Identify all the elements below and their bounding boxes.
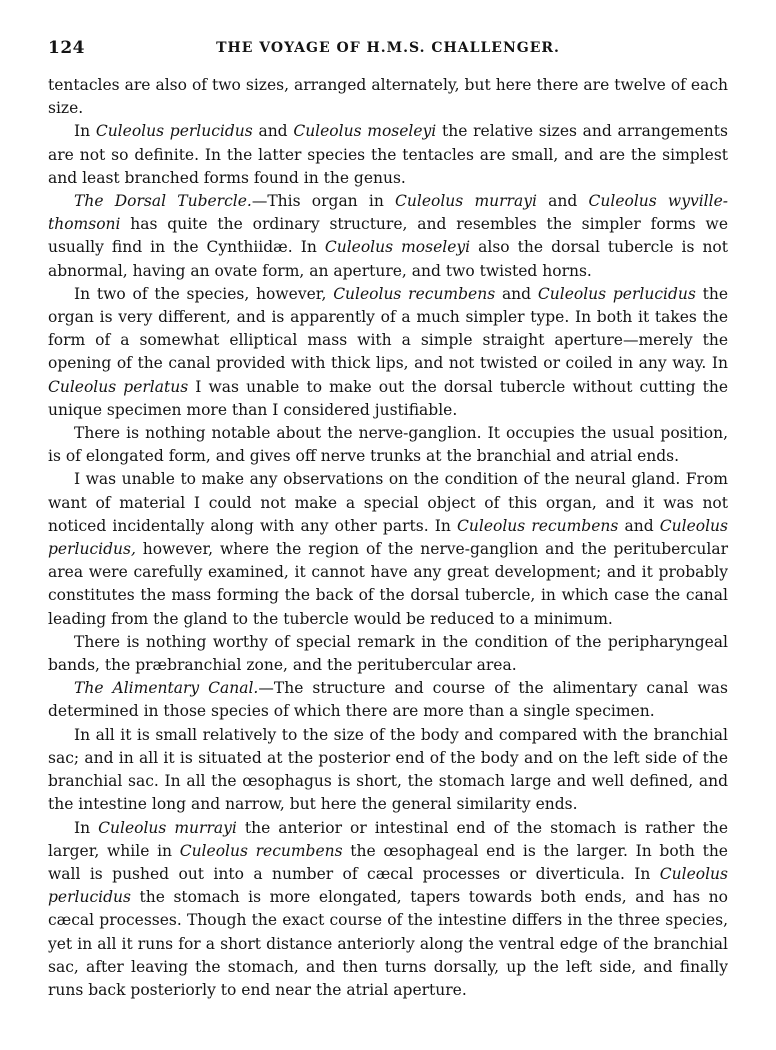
italic-run: Culeolus wyville-thomsoni — [48, 192, 728, 234]
italic-run: Culeolus perlucidus — [95, 122, 253, 141]
running-head — [48, 38, 728, 66]
text-run: —This organ in — [251, 192, 396, 211]
paragraph — [48, 120, 728, 190]
text-run: the œsophageal end is the larger. In both the wall is pushed out into a number of cæcal processes or diverticula. In — [48, 841, 728, 883]
italic-run: Culeolus recumbens — [457, 516, 619, 535]
paragraph — [48, 631, 728, 677]
text-run: —The structure and course of the alimentary canal was determined in those species of which there are more than a single specimen. — [48, 679, 729, 721]
italic-run: Culeolus perlucidus — [537, 284, 696, 303]
paragraph — [48, 190, 728, 283]
text-run: the anterior or intestinal end of the stomach is rather the larger, while in — [48, 818, 728, 860]
page-number: 124 — [48, 38, 85, 58]
italic-run: Culeolus perlucidus, — [48, 516, 728, 559]
text-run: In two of the species, however, — [74, 284, 334, 303]
text-run: In — [74, 122, 96, 141]
paragraph — [48, 283, 728, 422]
paragraph — [48, 817, 728, 1003]
italic-run: Culeolus murrayi — [98, 818, 237, 837]
italic-run: Culeolus perlatus — [48, 377, 189, 396]
text-run: also the dorsal tubercle is not abnormal, having an ovate form, an aperture, and two twisted horns. — [48, 238, 728, 280]
italic-run: Culeolus perlucidus — [48, 864, 728, 907]
italic-run: Culeolus moseleyi — [293, 122, 437, 141]
text-run: the organ is very different, and is apparently of a much simpler type. In both it takes the form of a somewhat elliptical mass with a simple straight aperture—merely the opening of the canal provided with thick lips, and not twisted or coiled in any way. In — [48, 284, 729, 373]
italic-run: Culeolus murrayi — [395, 192, 537, 211]
text-run: however, where the region of the nerve-ganglion and the peritubercular area were carefully examined, it cannot have any great development; and it probably constitutes the mass forming the back of the dorsal tubercle, in which case the canal leading from the gland to the tubercle would be reduced to a minimum. — [48, 540, 728, 628]
body-text — [48, 74, 728, 1002]
italic-run: Culeolus recumbens — [179, 841, 343, 860]
text-run: and — [495, 284, 538, 303]
text-run: I was unable to make out the dorsal tubercle without cutting the unique specimen more than I considered justifiable. — [48, 377, 729, 419]
text-run: In all it is small relatively to the size of the body and compared with the branchial sac; and in all it is situated at the posterior end of the body and on the left side of the branchial sac. In all the œsophagus is short, the stomach large and well defined, and the intestine long and narrow, but here the general similarity ends. — [48, 725, 728, 814]
paragraph — [48, 422, 728, 468]
text-run: I was unable to make any observations on the condition of the neural gland. From want of material I could not make a special object of this organ, and it was not noticed incidentally along with any other parts. In — [48, 470, 728, 535]
italic-run: Culeolus moseleyi — [324, 238, 471, 257]
italic-run: The Dorsal Tubercle. — [74, 192, 252, 211]
text-run: the stomach is more elongated, tapers towards both ends, and has no cæcal processes. Though the exact course of the intestine differs in the three species, yet in all it runs for a short distance anteriorly along the ventral edge of the branchial sac, after leaving the stomach, and then turns dorsally, up the left side, and finally runs back posteriorly to end near the atrial aperture. — [48, 888, 728, 999]
paragraph — [48, 677, 728, 723]
running-title: THE VOYAGE OF H.M.S. CHALLENGER. — [216, 40, 560, 56]
paragraph — [48, 724, 728, 817]
italic-run: The Alimentary Canal. — [74, 679, 259, 698]
text-run: There is nothing worthy of special remark in the condition of the peripharyngeal bands, the præbranchial zone, and the peritubercular area. — [48, 632, 728, 675]
text-run: the relative sizes and arrangements are not so definite. In the latter species the tentacles are small, and are the simplest and least branched forms found in the genus. — [48, 122, 728, 187]
italic-run: Culeolus recumbens — [333, 284, 496, 303]
text-run: and — [618, 516, 660, 535]
book-page — [48, 38, 728, 1002]
paragraph — [48, 468, 728, 630]
paragraph — [48, 74, 728, 120]
text-run: In — [74, 818, 99, 837]
text-run: and — [252, 122, 294, 141]
text-run: There is nothing notable about the nerve-ganglion. It occupies the usual position, is of elongated form, and gives off nerve trunks at the branchial and atrial ends. — [48, 424, 728, 466]
text-run: and — [536, 192, 589, 211]
text-run: tentacles are also of two sizes, arranged alternately, but here there are twelve of each size. — [48, 76, 728, 118]
text-run: has quite the ordinary structure, and resembles the simpler forms we usually find in the Cynthiidæ. In — [48, 215, 728, 257]
